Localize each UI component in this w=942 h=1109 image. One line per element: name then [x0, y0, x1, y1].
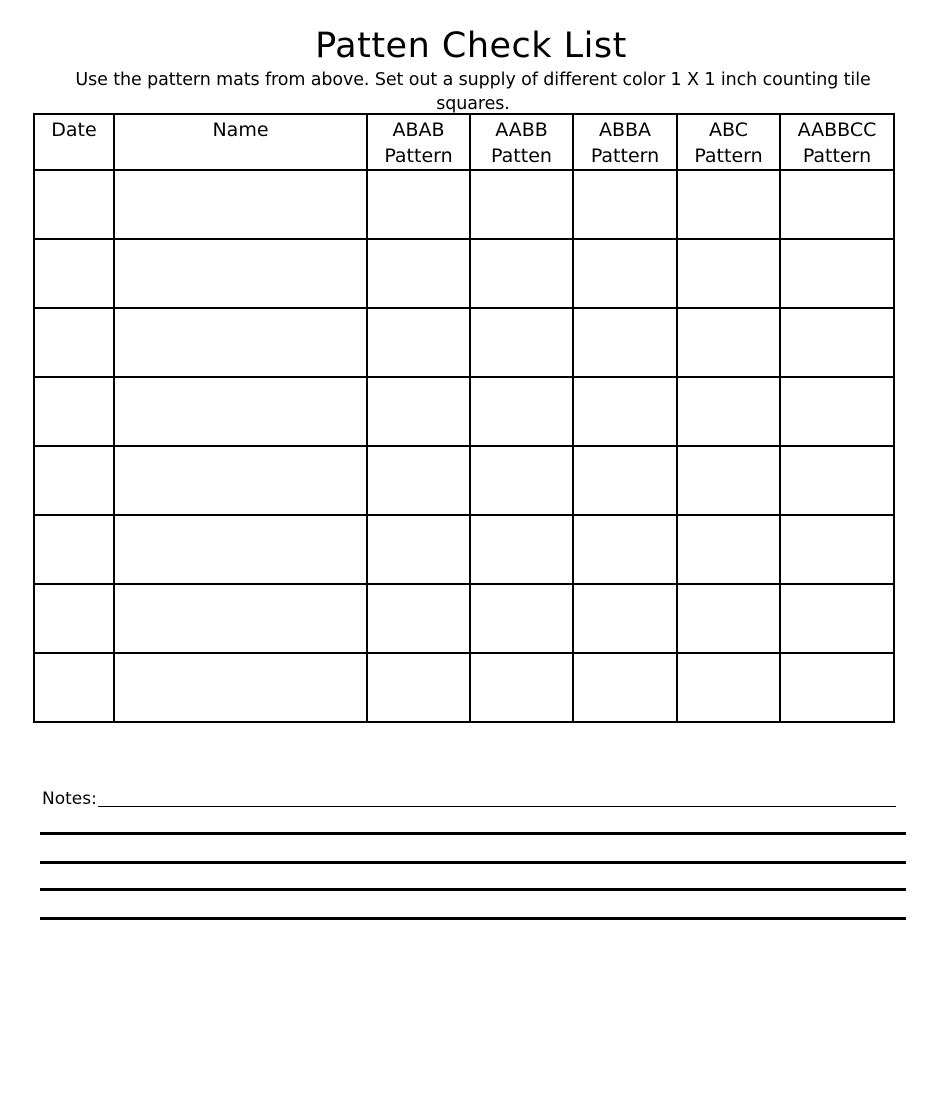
- date-cell[interactable]: [34, 653, 114, 722]
- aabb-cell[interactable]: [470, 308, 573, 377]
- table-row: [34, 377, 894, 446]
- abba-cell[interactable]: [573, 308, 677, 377]
- abc-cell[interactable]: [677, 515, 780, 584]
- table-row: [34, 308, 894, 377]
- abba-cell[interactable]: [573, 170, 677, 239]
- table-row: [34, 584, 894, 653]
- name-cell[interactable]: [114, 239, 367, 308]
- header-date-label: Date: [51, 119, 97, 141]
- abab-cell[interactable]: [367, 239, 470, 308]
- aabbcc-cell[interactable]: [780, 584, 894, 653]
- abba-cell[interactable]: [573, 653, 677, 722]
- aabbcc-cell[interactable]: [780, 239, 894, 308]
- aabb-cell[interactable]: [470, 170, 573, 239]
- aabbcc-cell[interactable]: [780, 170, 894, 239]
- abc-cell[interactable]: [677, 170, 780, 239]
- table-row: [34, 170, 894, 239]
- abab-cell[interactable]: [367, 377, 470, 446]
- notes-line: [40, 861, 906, 864]
- header-aabb-pattern: [470, 114, 573, 170]
- date-cell[interactable]: [34, 515, 114, 584]
- abc-cell[interactable]: [677, 308, 780, 377]
- table-body: [34, 170, 894, 722]
- aabb-cell[interactable]: [470, 446, 573, 515]
- instructions-text: Use the pattern mats from above. Set out a supply of different color 1 X 1 inch counting tile squares.: [75, 70, 871, 114]
- notes-line: [40, 917, 906, 920]
- name-cell[interactable]: [114, 584, 367, 653]
- header-abc-line2: Pattern: [694, 145, 763, 167]
- notes-field[interactable]: [42, 788, 896, 810]
- abc-cell[interactable]: [677, 653, 780, 722]
- header-aabbcc-line1: AABBCC: [797, 119, 877, 141]
- date-cell[interactable]: [34, 308, 114, 377]
- header-abba-line2: Pattern: [590, 145, 660, 167]
- header-aabb-line1: AABB: [495, 119, 548, 141]
- header-abba-line1: ABBA: [598, 119, 652, 141]
- abba-cell[interactable]: [573, 446, 677, 515]
- table-row: [34, 239, 894, 308]
- date-cell[interactable]: [34, 170, 114, 239]
- name-cell[interactable]: [114, 515, 367, 584]
- name-cell[interactable]: [114, 170, 367, 239]
- table-header-row: [34, 114, 894, 170]
- table-row: [34, 446, 894, 515]
- header-name: [114, 114, 367, 170]
- abba-cell[interactable]: [573, 239, 677, 308]
- abc-cell[interactable]: [677, 584, 780, 653]
- abab-cell[interactable]: [367, 446, 470, 515]
- header-abba-pattern: [573, 114, 677, 170]
- abc-cell[interactable]: [677, 446, 780, 515]
- header-abc-pattern: [677, 114, 780, 170]
- abba-cell[interactable]: [573, 584, 677, 653]
- name-cell[interactable]: [114, 446, 367, 515]
- notes-line: [40, 888, 906, 891]
- date-cell[interactable]: [34, 239, 114, 308]
- aabb-cell[interactable]: [470, 377, 573, 446]
- name-cell[interactable]: [114, 308, 367, 377]
- header-abab-line2: Pattern: [384, 145, 453, 167]
- header-date: [34, 114, 114, 170]
- aabb-cell[interactable]: [470, 584, 573, 653]
- page-title: Patten Check List: [315, 26, 627, 66]
- header-abc-line1: ABC: [709, 119, 748, 141]
- abab-cell[interactable]: [367, 515, 470, 584]
- notes-line: [40, 832, 906, 835]
- abc-cell[interactable]: [677, 377, 780, 446]
- name-cell[interactable]: [114, 377, 367, 446]
- aabbcc-cell[interactable]: [780, 515, 894, 584]
- aabbcc-cell[interactable]: [780, 377, 894, 446]
- aabb-cell[interactable]: [470, 653, 573, 722]
- notes-label: Notes:: [42, 789, 97, 809]
- table-row: [34, 515, 894, 584]
- header-name-label: Name: [212, 119, 269, 141]
- pattern-checklist-table: [33, 113, 895, 723]
- abab-cell[interactable]: [367, 170, 470, 239]
- aabb-cell[interactable]: [470, 239, 573, 308]
- abba-cell[interactable]: [573, 515, 677, 584]
- abab-cell[interactable]: [367, 653, 470, 722]
- aabb-cell[interactable]: [470, 515, 573, 584]
- table-row: [34, 653, 894, 722]
- header-abab-pattern: [367, 114, 470, 170]
- header-aabbcc-pattern: [780, 114, 894, 170]
- date-cell[interactable]: [34, 446, 114, 515]
- abab-cell[interactable]: [367, 308, 470, 377]
- date-cell[interactable]: [34, 584, 114, 653]
- notes-underline: [98, 805, 896, 807]
- date-cell[interactable]: [34, 377, 114, 446]
- aabbcc-cell[interactable]: [780, 308, 894, 377]
- abba-cell[interactable]: [573, 377, 677, 446]
- name-cell[interactable]: [114, 653, 367, 722]
- header-abab-line1: ABAB: [392, 119, 445, 141]
- abab-cell[interactable]: [367, 584, 470, 653]
- abc-cell[interactable]: [677, 239, 780, 308]
- aabbcc-cell[interactable]: [780, 446, 894, 515]
- header-aabbcc-line2: Pattern: [802, 145, 872, 167]
- header-aabb-line2: Patten: [491, 145, 552, 167]
- aabbcc-cell[interactable]: [780, 653, 894, 722]
